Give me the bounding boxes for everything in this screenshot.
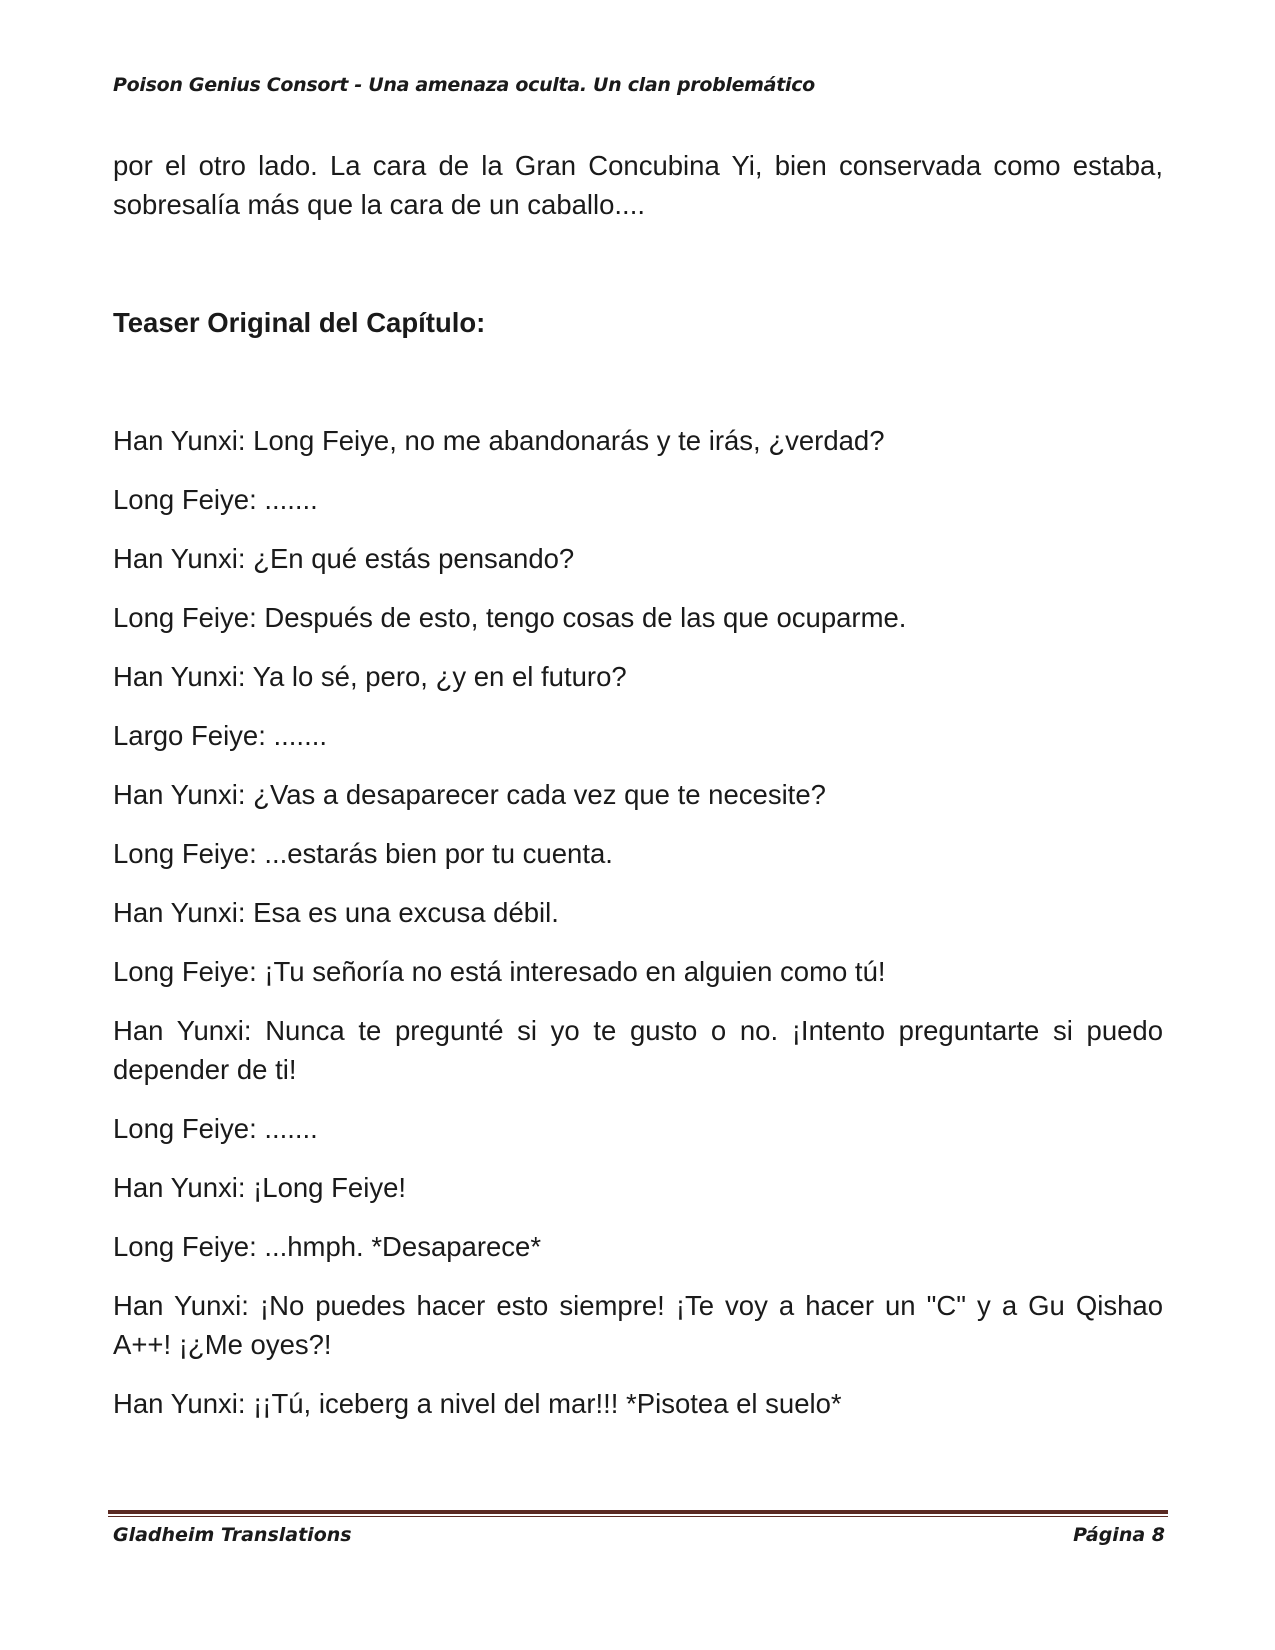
footer-page-number: Página 8 [1073, 1524, 1165, 1546]
dialogue-line: Han Yunxi: ¿En qué estás pensando? [113, 543, 575, 574]
page-footer [113, 1524, 1165, 1546]
dialogue-line: Han Yunxi: Nunca te pregunté si yo te gusto o no. ¡Intento preguntarte si puedo depender de ti! [113, 1015, 1163, 1085]
running-header: Poison Genius Consort - Una amenaza oculta. Un clan problemático [113, 74, 815, 96]
dialogue-line: Largo Feiye: ....... [113, 720, 327, 751]
dialogue-line: Han Yunxi: ¡¡Tú, iceberg a nivel del mar!!! *Pisotea el suelo* [113, 1388, 842, 1419]
section-heading: Teaser Original del Capítulo: [113, 307, 486, 338]
page-body [113, 146, 1163, 1443]
dialogue-line: Long Feiye: ....... [113, 1113, 318, 1144]
dialogue-line: Long Feiye: ...estarás bien por tu cuenta. [113, 838, 613, 869]
dialogue-line: Han Yunxi: Long Feiye, no me abandonarás y te irás, ¿verdad? [113, 425, 885, 456]
footer-rule [108, 1510, 1168, 1517]
footer-publisher: Gladheim Translations [113, 1524, 352, 1546]
dialogue-line: Long Feiye: Después de esto, tengo cosas de las que ocuparme. [113, 602, 907, 633]
dialogue-line: Long Feiye: ¡Tu señoría no está interesado en alguien como tú! [113, 956, 886, 987]
dialogue-line: Han Yunxi: ¡Long Feiye! [113, 1172, 407, 1203]
dialogue-line: Han Yunxi: ¿Vas a desaparecer cada vez que te necesite? [113, 779, 826, 810]
footer-rule-thick [108, 1510, 1168, 1514]
dialogue-line: Han Yunxi: Ya lo sé, pero, ¿y en el futuro? [113, 661, 627, 692]
intro-paragraph: por el otro lado. La cara de la Gran Concubina Yi, bien conservada como estaba, sobresalía más que la cara de un caballo.... [113, 150, 1163, 220]
dialogue-line: Long Feiye: ...hmph. *Desaparece* [113, 1231, 542, 1262]
footer-rule-thin [108, 1516, 1168, 1517]
dialogue-line: Han Yunxi: Esa es una excusa débil. [113, 897, 559, 928]
dialogue-line: Han Yunxi: ¡No puedes hacer esto siempre! ¡Te voy a hacer un "C" y a Gu Qishao A++! ¡¿Me oyes?! [113, 1290, 1163, 1360]
dialogue-list [113, 421, 1163, 1423]
dialogue-line: Long Feiye: ....... [113, 484, 318, 515]
